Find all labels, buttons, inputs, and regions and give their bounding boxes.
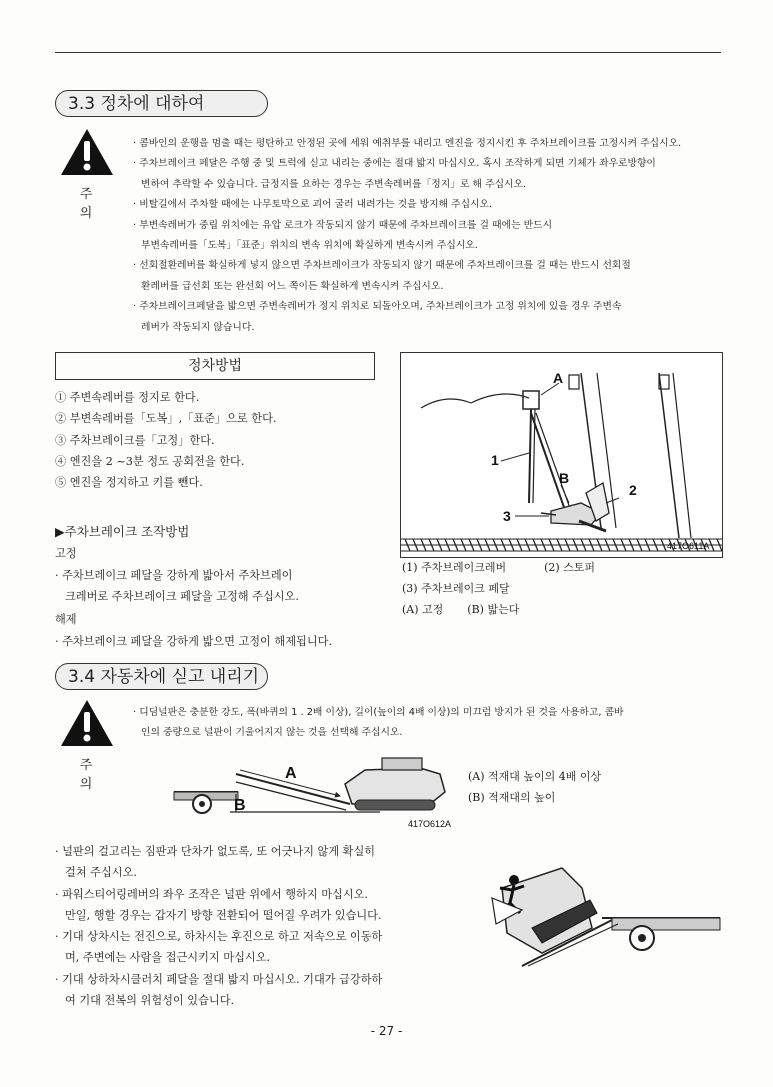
caution-list-3-3 (133, 134, 681, 338)
step-item: ⑤ 엔진을 정지하고 키를 뺀다. (55, 476, 203, 490)
release-heading: 해제 (55, 613, 77, 626)
caution-line: · 비탈길에서 주차할 때에는 나무토막으로 괴어 굴러 내려가는 것을 방지해 주십시오. (133, 199, 493, 211)
caution-line: · 주차브레이크페달을 밟으면 주변속레버가 정지 위치로 되돌아오며, 주차브레이크가 고정 위치에 있을 경우 주변속 (133, 301, 622, 313)
figure-code: 417O612A (408, 819, 452, 829)
caution-line: · 선회절환레버를 확실하게 넣지 않으면 주차브레이크가 작동되지 않기 때문에 주차브레이크를 걸 때는 반드시 선회절 (133, 260, 631, 272)
caution-line: 변하여 추락할 수 있습니다. 급정지를 요하는 경우는 주변속레버를「정지」로 해 주십시오. (141, 178, 527, 190)
label-A: A (553, 370, 564, 386)
note-line: · 기대 상하차시클러치 페달을 절대 밟지 마십시오. 기대가 급강하하 (55, 972, 383, 986)
note-line: 걸쳐 주십시오. (65, 866, 137, 880)
legend-item: (B) 밟는다 (467, 603, 520, 616)
loading-legend (468, 766, 601, 808)
page-number: - 27 - (370, 1024, 403, 1038)
caution-line: · 부변속레버가 중립 위치에는 유압 로크가 작동되지 않기 때문에 주차브레이크를 걸 때에는 반드시 (133, 219, 553, 231)
parking-brake-diagram (401, 353, 722, 557)
warning-triangle-icon (59, 698, 115, 748)
caution-line: · 콤바인의 운행을 멈출 때는 평탄하고 안정된 곳에 세워 예취부를 내리고 엔진을 정지시킨 후 주차브레이크를 고정시켜 주십시오. (133, 138, 682, 149)
caution-line: 부변속레버를「도복」「표준」위치의 변속 위치에 확실하게 변속시켜 주십시오. (141, 240, 478, 252)
note-line: 며, 주변에는 사람을 접근시키지 마십시오. (65, 951, 271, 965)
warning-block-3-4 (56, 698, 118, 792)
tipping-illustration (462, 858, 722, 968)
tipping-combine-illustration (462, 858, 722, 968)
caution-line: 인의 중량으로 널판이 기울어지지 않는 것을 선택해 주십시오. (141, 727, 403, 739)
legend-item: (A) 적재대 높이의 4배 이상 (468, 770, 602, 783)
label-1: 1 (491, 452, 499, 468)
steps-list (55, 387, 276, 493)
note-line: 만일, 행할 경우는 갑자기 방향 전환되어 떨어질 우려가 있습니다. (65, 908, 382, 922)
lock-text (55, 565, 299, 608)
loading-notes (55, 841, 382, 1011)
loading-diagram (170, 752, 460, 832)
warning-label: 주 의 (79, 758, 103, 792)
section-title-3-4: 3.4 자동차에 싣고 내리기 (55, 663, 268, 690)
step-item: ② 부변속레버를「도복」,「표준」으로 한다. (55, 412, 277, 426)
caution-line: · 디딤널판은 충분한 강도, 폭(바퀴의 1 . 2배 이상), 길이(높이의 4배 이상)의 미끄럼 방지가 된 것을 사용하고, 콤바 (133, 707, 624, 718)
caution-list-3-4 (133, 703, 624, 744)
label-2: 2 (629, 482, 637, 498)
legend-item: (3) 주차브레이크 페달 (402, 582, 510, 595)
lock-heading: 고정 (55, 547, 77, 560)
label-B: B (234, 797, 246, 814)
header-rule (55, 52, 721, 53)
parking-brake-figure (400, 352, 723, 558)
legend-item: (1) 주차브레이크레버 (402, 561, 507, 574)
figure-code: 417O611A (667, 541, 710, 551)
release-text: · 주차브레이크 페달을 강하게 밟으면 고정이 해제됩니다. (55, 635, 333, 648)
note-line: 여 기대 전복의 위험성이 있습니다. (65, 994, 235, 1008)
label-3: 3 (503, 508, 511, 524)
note-line: · 널판의 걸고리는 짐판과 단차가 없도록, 또 어긋나지 않게 확실히 (55, 845, 376, 858)
method-title-box: 정차방법 (55, 352, 375, 380)
section-title-3-3: 3.3 정차에 대하여 (55, 90, 268, 117)
legend-item: (2) 스토퍼 (544, 561, 596, 574)
caution-line: 레버가 작동되지 않습니다. (141, 321, 255, 333)
warning-block-3-3 (56, 127, 118, 221)
label-B: B (559, 470, 570, 486)
label-A: A (285, 765, 297, 782)
warning-label: 주 의 (79, 187, 103, 221)
parking-brake-legend (402, 559, 595, 622)
legend-item: (B) 적재대의 높이 (468, 791, 556, 804)
warning-triangle-icon (59, 127, 115, 177)
note-line: · 기대 상차시는 전진으로, 하차시는 후진으로 하고 저속으로 이동하 (55, 930, 383, 944)
lock-line: 크레버로 주차브레이크 페달을 고정해 주십시오. (65, 590, 299, 604)
legend-item: (A) 고정 (402, 603, 444, 616)
lock-line: · 주차브레이크 페달을 강하게 밟아서 주차브레이 (55, 569, 293, 582)
caution-line: 환레버를 급선회 또는 완선회 어느 쪽이든 확실하게 변속시켜 주십시오. (141, 280, 444, 292)
note-line: · 파워스티어링레버의 좌우 조작은 널판 위에서 행하지 마십시오. (55, 887, 368, 901)
loading-figure (170, 752, 460, 832)
step-item: ④ 엔진을 2 ~3분 정도 공회전을 한다. (55, 454, 245, 468)
step-item: ① 주변속레버를 정지로 한다. (55, 391, 200, 404)
brake-operation-heading: ▶주차브레이크 조작방법 (55, 524, 190, 539)
step-item: ③ 주차브레이크를「고정」한다. (55, 433, 215, 447)
caution-line: · 주차브레이크 페달은 주행 중 및 트럭에 싣고 내리는 중에는 절대 밟지 마십시오. 혹시 조작하게 되면 기체가 좌우로방향이 (133, 158, 656, 170)
